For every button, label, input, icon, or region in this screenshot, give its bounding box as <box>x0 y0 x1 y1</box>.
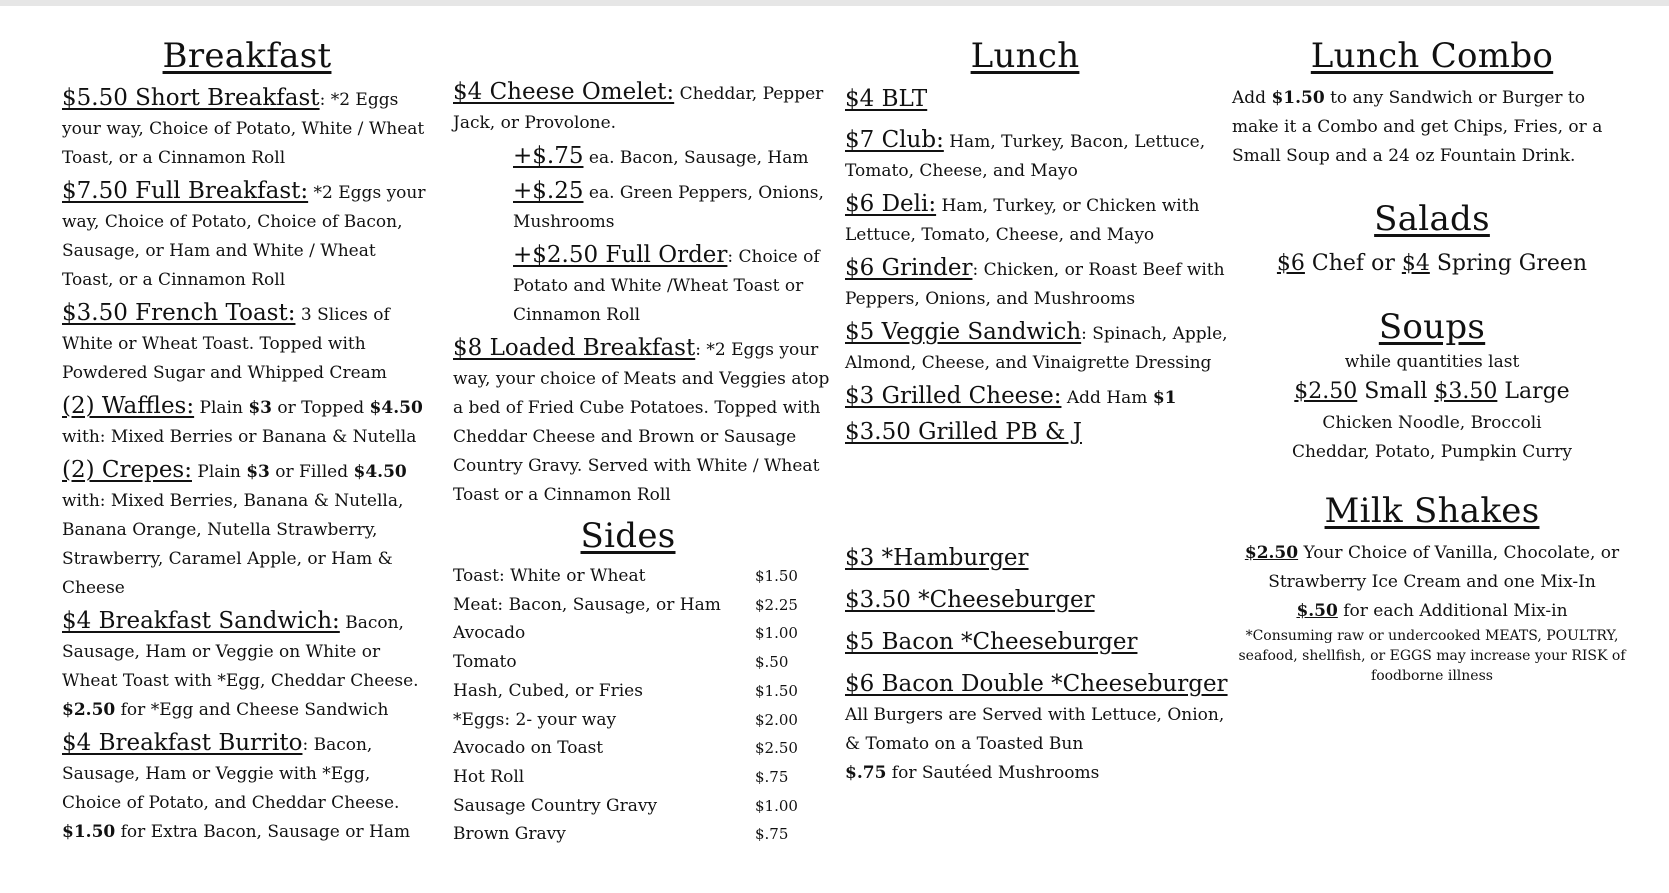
side-price: $1.50 <box>755 567 798 585</box>
side-price: $1.00 <box>755 624 798 643</box>
lunch-heading: Lunch <box>970 36 1080 76</box>
deli-item: $6 Deli: Ham, Turkey, or Chicken with Lettuce, Tomato, Cheese, and Mayo <box>845 191 1200 245</box>
side-name: Toast: White or Wheat <box>453 566 646 586</box>
breakfast-heading: Breakfast <box>162 36 332 76</box>
salads-heading: Salads <box>1374 199 1490 239</box>
side-row <box>453 648 803 677</box>
side-price: $2.50 <box>755 739 798 758</box>
salads-prices: $6 Chef or $4 Spring Green <box>1276 251 1588 276</box>
milk-shakes-heading: Milk Shakes <box>1324 491 1540 531</box>
blt-item: $4 BLT <box>845 86 928 112</box>
loaded-breakfast-item: $8 Loaded Breakfast: *2 Eggs your way, your choice of Meats and Veggies atop a bed of Fried Cube Potatoes. Topped with Cheddar Cheese and Brown or Sausage Country Gravy. Served with White / Wheat Toast or a Cinnamon Roll <box>453 335 830 505</box>
bacon-cheeseburger-item: $5 Bacon *Cheeseburger <box>845 629 1138 655</box>
waffles-item: (2) Waffles: Plain $3 or Topped $4.50 with: Mixed Berries or Banana & Nutella <box>62 393 423 447</box>
sides-heading: Sides <box>580 516 676 556</box>
combo-description: Add $1.50 to any Sandwich or Burger to make it a Combo and get Chips, Fries, or a Small Soup and a 24 oz Fountain Drink. <box>1232 88 1603 166</box>
burger-gap <box>845 459 1230 543</box>
crepes-item: (2) Crepes: Plain $3 or Filled $4.50 with: Mixed Berries, Banana & Nutella, Banana Orange, Nutella Strawberry, Strawberry, Caramel Apple, or Ham & Cheese <box>62 457 407 598</box>
side-name: Hot Roll <box>453 766 525 787</box>
breakfast-column <box>62 36 432 851</box>
grilled-cheese-item: $3 Grilled Cheese: Add Ham $1 <box>845 383 1177 409</box>
soups-prices: $2.50 Small $3.50 Large <box>1294 379 1570 404</box>
side-name: Avocado on Toast <box>453 738 604 759</box>
omelet-sides-column <box>453 78 838 849</box>
soups-heading: Soups <box>1378 307 1486 347</box>
side-name: *Eggs: 2- your way <box>453 709 617 730</box>
side-price: $1.00 <box>755 796 798 815</box>
cheese-omelet-item: $4 Cheese Omelet: Cheddar, Pepper Jack, or Provolone. <box>453 79 824 133</box>
side-name: Hash, Cubed, or Fries <box>453 680 643 701</box>
side-row <box>453 677 803 706</box>
side-name: Sausage Country Gravy <box>453 795 658 816</box>
omelet-addon-veggies: +$.25 ea. Green Peppers, Onions, Mushrooms <box>513 178 824 232</box>
side-row <box>453 562 803 591</box>
milk-shakes-description: $2.50 Your Choice of Vanilla, Chocolate, or Strawberry Ice Cream and one Mix-In $.50 for each Additional Mix-in <box>1244 543 1620 621</box>
burger-note: All Burgers are Served with Lettuce, Onion, & Tomato on a Toasted Bun $.75 for Sautéed Mushrooms <box>845 705 1225 783</box>
side-price: $2.00 <box>755 710 798 729</box>
veggie-sandwich-item: $5 Veggie Sandwich: Spinach, Apple, Almond, Cheese, and Vinaigrette Dressing <box>845 319 1228 373</box>
side-name: Meat: Bacon, Sausage, or Ham <box>453 594 721 615</box>
side-row <box>453 591 803 620</box>
side-name: Avocado <box>453 623 526 644</box>
side-row <box>453 792 803 821</box>
lunch-column <box>845 36 1230 792</box>
combo-column <box>1232 36 1632 686</box>
side-row <box>453 820 803 849</box>
pbj-item: $3.50 Grilled PB & J <box>845 419 1082 445</box>
sides-list <box>453 562 803 849</box>
soups-subtitle: while quantities last <box>1344 352 1520 372</box>
lunch-combo-heading: Lunch Combo <box>1310 36 1554 76</box>
short-breakfast-item: $5.50 Short Breakfast: *2 Eggs your way, Choice of Potato, White / Wheat Toast, or a Cinnamon Roll <box>62 85 425 168</box>
side-row <box>453 706 803 735</box>
omelet-addon-meats: +$.75 ea. Bacon, Sausage, Ham <box>513 143 809 169</box>
club-item: $7 Club: Ham, Turkey, Bacon, Lettuce, Tomato, Cheese, and Mayo <box>845 127 1206 181</box>
omelet-full-order: +$2.50 Full Order: Choice of Potato and White /Wheat Toast or Cinnamon Roll <box>513 242 820 325</box>
side-price: $2.25 <box>755 595 798 614</box>
full-breakfast-item: $7.50 Full Breakfast: *2 Eggs your way, Choice of Potato, Choice of Bacon, Sausage, or Ham and White / Wheat Toast, or a Cinnamon Roll <box>62 178 426 290</box>
breakfast-sandwich-item: $4 Breakfast Sandwich: Bacon, Sausage, Ham or Veggie on White or Wheat Toast with *Egg, Cheddar Cheese. $2.50 for *Egg and Cheese Sandwich <box>62 608 419 720</box>
bacon-double-item: $6 Bacon Double *Cheeseburger <box>845 671 1228 697</box>
side-name: Brown Gravy <box>453 824 566 845</box>
side-price: $.75 <box>755 767 789 786</box>
side-price: $.75 <box>755 825 789 844</box>
soups-list: Chicken Noodle, Broccoli Cheddar, Potato, Pumpkin Curry <box>1291 413 1573 462</box>
cheeseburger-item: $3.50 *Cheeseburger <box>845 587 1095 613</box>
hamburger-item: $3 *Hamburger <box>845 545 1029 571</box>
side-row <box>453 763 803 792</box>
side-row <box>453 734 803 763</box>
food-safety-warning: *Consuming raw or undercooked MEATS, POULTRY, seafood, shellfish, or EGGS may increase your RISK of foodborne illness <box>1238 628 1626 684</box>
french-toast-item: $3.50 French Toast: 3 Slices of White or Wheat Toast. Topped with Powdered Sugar and Whipped Cream <box>62 300 390 383</box>
side-price: $1.50 <box>755 681 798 700</box>
grinder-item: $6 Grinder: Chicken, or Roast Beef with Peppers, Onions, and Mushrooms <box>845 255 1225 309</box>
side-row <box>453 619 803 648</box>
side-price: $.50 <box>755 653 789 672</box>
breakfast-burrito-item: $4 Breakfast Burrito: Bacon, Sausage, Ham or Veggie with *Egg, Choice of Potato, and Cheddar Cheese. $1.50 for Extra Bacon, Sausage or Ham <box>62 730 411 842</box>
side-name: Tomato <box>453 652 517 673</box>
